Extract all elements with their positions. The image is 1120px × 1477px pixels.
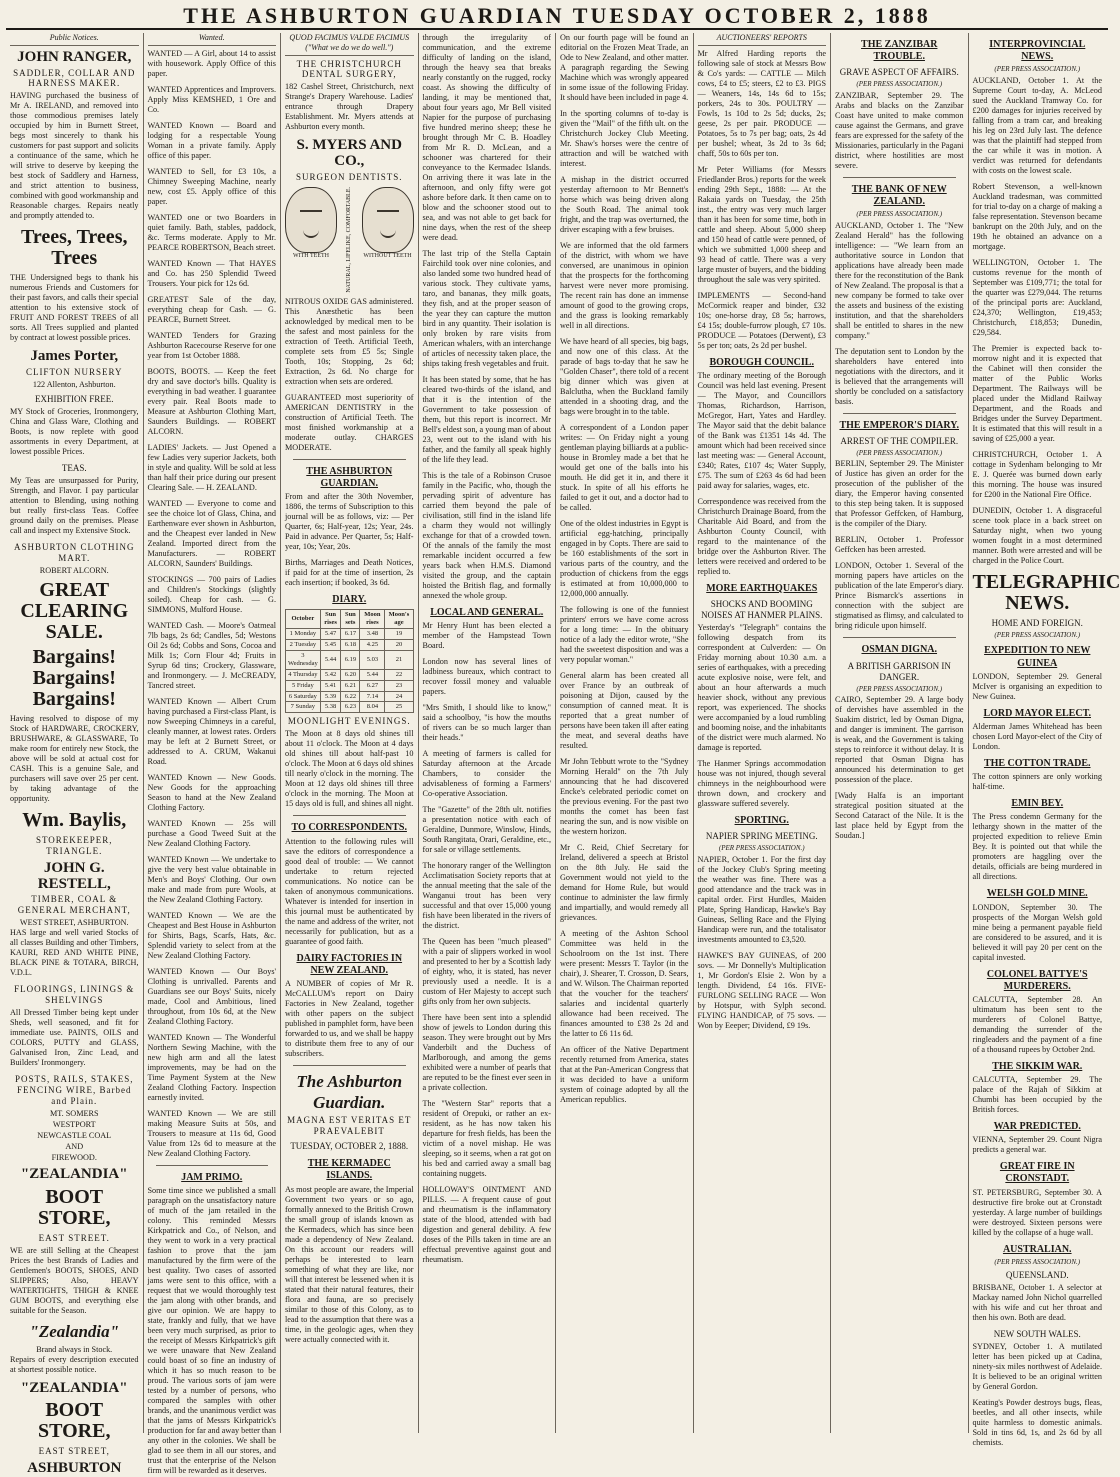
section-heading: DAIRY FACTORIES IN NEW ZEALAND. [296, 952, 403, 976]
item-list [10, 1109, 139, 1163]
column-8 [969, 33, 1120, 1448]
article-paragraph: The "Gazette" of the 28th ult. notifies a presentation notice with each of Geraldine, Dunmore, Winslow, Hinds, South Rangitata, Orari, Geraldine, etc., for sale or village settlements. [422, 805, 551, 855]
face-without-teeth [362, 187, 414, 293]
table-cell: 6.21 [341, 680, 360, 691]
table-header: Moon's age [385, 610, 413, 629]
face-icon [285, 187, 337, 253]
dateline: (PER PRESS ASSOCIATION.) [856, 80, 943, 89]
table-header: Sun rises [320, 610, 341, 629]
table-row [286, 680, 414, 691]
list-item: FIREWOOD. [51, 1153, 97, 1163]
diary-table [285, 609, 414, 713]
list-item: WESTPORT [52, 1120, 96, 1130]
section-heading: COLONEL BATTYE'S MURDERERS. [986, 968, 1088, 992]
article-paragraph: Attention to the following rules will save the editors of correspondence a good deal of trouble: — We cannot undertake to return rejected communications. No notice can be taken of anonymous communications. Whatever is intended for insertion in this journal must be authenticated by the name and address of the writer, not necessarily for publication, but as a guarantee of good faith. [285, 836, 414, 946]
table-cell: 6 Saturday [286, 691, 321, 702]
table-cell: 23 [385, 680, 413, 691]
table-row [286, 639, 414, 650]
dateline: (PER PRESS ASSOCIATION.) [856, 210, 943, 219]
article-paragraph: The honorary ranger of the Wellington Acclimatisation Society reports that at the annual meeting that the sale of the Wanganui trout has been very successful and that over 15,000 young fish have been liberated in the rivers of the district. [422, 861, 551, 931]
article-paragraph: Having resolved to dispose of my Stock of HARDWARE, CROCKERY, BRUSHWARE, & GLASSWARE, To make room for entirely new Stock, the above will be sold at actual cost for CASH. This is a genuine Sale, and purchasers will save over 25 per cent. by taking advantage of the opportunity. [10, 714, 139, 804]
article-paragraph: The Queen has been "much pleased" with a pair of slippers worked in wool and presented to her by a Scottish lady of eighty, who, it is stated, has never previously used a needle. It is a custom of Her Majesty to accept such gifts only from her own subjects. [422, 937, 551, 1007]
table-cell: 22 [385, 669, 413, 680]
section-heading: WAR PREDICTED. [993, 1121, 1081, 1133]
column-2 [144, 33, 282, 1475]
table-header: October [286, 610, 321, 629]
caps-line: POSTS, RAILS, STAKES, FENCING WIRE, Barbed and Plain. [14, 1074, 134, 1107]
subheading: QUEENSLAND. [1005, 1270, 1069, 1281]
table-row [286, 669, 414, 680]
dental-illustration [285, 187, 414, 293]
article-paragraph: My Teas are unsurpassed for Purity, Strength, and Flavor. I pay particular attention to Blending, using nothing but really first-class Teas. Coffee ground daily on the premises. Please call and inspect my Extensive Stock. [10, 476, 139, 536]
section-heading: BOROUGH COUNCIL. [709, 356, 814, 368]
table-cell: 6.20 [341, 669, 360, 680]
column-7 [831, 33, 969, 1433]
article-paragraph: An officer of the Native Department recently returned from America, states that at the Pan-American Congress that it was decided to have a uniform system of coinage adopted by all the American republics. [560, 1045, 689, 1104]
article-paragraph: CALCUTTA, September 28. An ultimatum has been sent to the murderers of Colonel Battye, demanding the surrender of the ringleaders and the payment of a fine of a thousand rupees by October 2nd. [972, 994, 1102, 1054]
article-paragraph: Mr Henry Hunt has been elected a member of the Hampstead Town Board. [422, 621, 551, 651]
table-cell: 24 [385, 691, 413, 702]
subheading: HOME AND FOREIGN. [991, 617, 1083, 628]
article-paragraph: WANTED Known — We undertake to give the very best value obtainable in Men's and Boys' Clothing. Our own make and made from pure Wools, at the New Zealand Clothing Factory. [147, 854, 276, 904]
table-cell: 6.23 [341, 702, 360, 713]
section-heading: JAM PRIMO. [181, 1171, 243, 1183]
article-paragraph: HAVING purchased the business of Mr A. IRELAND, and removed into those commodious premises lately occupied by him in Burnett Street, begs most sincerely to thank his customers for past support and solicits a continuance of the same, which he will strive to deserve by keeping the best stock of Saddlery and Harness, and strict attention to business, combined with good workmanship and Reasonable charges. Repairs neatly and promptly attended to. [10, 91, 139, 221]
table-cell: 25 [385, 702, 413, 713]
table-cell: 5.45 [320, 639, 341, 650]
divider [843, 413, 956, 414]
table-header: Sun sets [341, 610, 360, 629]
columns-container [6, 33, 1120, 1477]
face-icon [362, 187, 414, 253]
article-paragraph: ZANZIBAR, September 29. The Arabs and blacks on the Zanzibar Coast have united to make common cause against the Germans, and grave fears are expressed for the safety of the Missionaries, particularly in the Pagani district, where hostilities are most severe. [835, 90, 964, 170]
list-item: NEWCASTLE COAL [37, 1131, 112, 1141]
article-paragraph: CHRISTCHURCH, October 1. A cottage in Sydenham belonging to Mr E. J. Querée was burned down early this morning. The house was insured for £200 in the National Fire Office. [972, 449, 1102, 499]
table-cell: 5.03 [360, 650, 385, 669]
article-paragraph: THE Undersigned begs to thank his numerous Friends and Customers for their past favors, and calls their special attention to his extensive stock of FRUIT AND FOREST TREES of all sorts. All Trees supplied and planted by contract at lowest possible prices. [10, 273, 139, 343]
subheading: NEW SOUTH WALES. [993, 1329, 1081, 1340]
table-cell: 2 Tuesday [286, 639, 321, 650]
section-heading: THE BANK OF NEW ZEALAND. [851, 183, 947, 208]
divider [843, 637, 956, 638]
table-header: Moon rises [360, 610, 385, 629]
advert-heading: James Porter, [30, 348, 119, 365]
caps-line: ASHBURTON CLOTHING MART. [13, 542, 135, 564]
article-paragraph: The ordinary meeting of the Borough Council was held last evening. Present — The Mayor, and Councillors Thomas, Richardson, Harrison, McGregor, Hart, Yates and Hardley. The Mayor said that the debit balance of the Bank was £1351 14s 4d. The amount which had been received since last meeting was: — General Account, £340; Rates, £107 4s; Water Supply, £75. The sum of £263 4s 6d had been paid away for salaries, wages, etc. [697, 370, 826, 490]
article-paragraph: As most people are aware, the Imperial Government two years or so ago, formally annexed to the British Crown the small group of islands known as the Kermadecs, which has since been made a dependency of New Zealand. On this account our readers will perhaps be interested to learn something of what they are like, nor will that interest be lessened when it is stated that their natural features, their flora and fauna, are so precisely similar to those of this Colony, as to lead to the assumption that there was a time, in the geologic ages, when they were actually connected with it. [285, 1184, 414, 1344]
subheading: GRAVE ASPECT OF AFFAIRS. [839, 67, 959, 78]
article-paragraph: SYDNEY, October 1. A mutilated letter has been picked up at Cadina, ninety-six miles northwest of Adelaide. It is believed to be an original written by General Gordon. [972, 1342, 1102, 1392]
caps-line: CLIFTON NURSERY [25, 367, 123, 378]
article-paragraph: Some time since we published a small paragraph on the unsatisfactory nature of much of the jam retailed in the colony. This reminded Messrs Kirkpatrick and Co., of Nelson, and they went to work in a very practical fashion to prove that the jam manufactured by the firm were of the best quality. Two cases of assorted jams were sent to this office, with a request that we would thoroughly test the jam along with other brands, and give our opinion. We are happy to state, frankly and fully, that we have been very much surprised, as prior to the receipt of Messrs Kirkpatrick's gift we were unaware that New Zealand could boast of so fine an industry of which it has so much reason to be proud. The various sorts of jam were tested by a number of persons, who compared the samples with other brands, and the unanimous verdict was that the jams of Messrs Kirkpatrick's production for far and away better than any other in the colonies. We shall be glad to see them in all our stores, and trust that the enterprise of the Nelson firm will be rewarded as it deserves. [147, 1185, 276, 1475]
article-paragraph: WANTED — Everyone to come and see the choice lot of Glass, China, and Earthenware ever shown in Ashburton, and the Cheapest ever landed in New Zealand. Imported direct from the Manufacturers. — ROBERT ALCORN, Saunders' Buildings. [147, 498, 276, 568]
centered-line: WEST STREET, ASHBURTON. [19, 918, 129, 928]
article-paragraph: STOCKINGS — 700 pairs of Ladies and Children's Stockings (slightly soiled). Cheap for cash. — G. SIMMONS, Mulford House. [147, 574, 276, 614]
article-paragraph: The following is one of the funniest printers' errors we have come across for a long time: — In the obituary notice of a lady the editor wrote, "She had the sweetest disposition and was a very popular woman." [560, 605, 689, 664]
article-paragraph: GREATEST Sale of the day, everything cheap for Cash. — G. PEARCE, Burnett Street. [147, 294, 276, 324]
article-paragraph: Mr Alfred Harding reports the following sale of stock at Messrs Bow & Co's yards: — CATTLE — Milch cows, £4 to £5; steers, £2 to £3. PIGS — Weaners, 14s, 14s 6d to 15s; porkers, 24s to 30s. POULTRY — Fowls, 1s 10d to 2s 5d; ducks, 2s; geese, 2s per pair. PRODUCE — Potatoes, 5s to 7s per bag; oats, 2s 4d per bushel; wheat, 3s 2d to 3s 6d; chaff, 50s to 60s per ton. [697, 48, 826, 158]
article-paragraph: WANTED Known — The Wonderful Northern Sewing Machine, with the new high arm and all the latest improvements, may be had on the Time Payment System at the New Zealand Clothing Factory. Inspection earnestly invited. [147, 1032, 276, 1102]
advert-heading: JOHN G. RESTELL, [37, 859, 111, 892]
dateline: (PER PRESS ASSOCIATION.) [856, 448, 943, 457]
display-heading: TELEGRAPHIC NEWS. [972, 570, 1120, 614]
article-paragraph: The cotton spinners are only working half-time. [972, 772, 1102, 792]
article-paragraph: London now has several lines of ladbiness bureaux, which contract to recover fossil money and valuable papers. [422, 657, 551, 697]
caps-line: THE CHRISTCHURCH DENTAL SURGERY, [296, 58, 402, 80]
article-paragraph: Yesterday's "Telegraph" contains the following despatch from its correspondent at Culverden: — On Friday morning about 10.30 a.m. a series of earthquakes, with a preceding acute explosive noise, were felt, and about an hour afterwards a much heavier shock, without any previous report, was experienced. The shocks were accompanied by a loud rumbling and booming noise, and the inhabitants of the district were much alarmed. No damage is reported. [697, 623, 826, 753]
article-paragraph: WANTED — A Girl, about 14 to assist with housework. Apply Office of this paper. [147, 48, 276, 78]
column-5 [556, 33, 694, 1433]
display-heading: GREAT CLEARING SALE. [20, 579, 129, 644]
article-paragraph: WELLINGTON, October 1. The customs revenue for the month of September was £109,771; the total for the quarter was £279,044. The returns of the principal ports are: Auckland, £24,370; Wellington, £19,453; Christchurch, £18,853; Dunedin, £29,584. [972, 257, 1102, 337]
subheading: EXHIBITION FREE. [35, 394, 114, 405]
article-paragraph: IMPLEMENTS — Second-hand McCormick reaper and binder, £32 10s; one-horse dray, £8 5s; harrows, £4 15s; double-furrow plough, £7 10s. PRODUCE — Potatoes (Derwent), £3 5s per ton; oats, 2s 2d per bushel. [697, 290, 826, 350]
subheading: TEAS. [61, 463, 87, 474]
article-paragraph: The Premier is expected back to-morrow night and it is expected that the Cabinet will then consider the matter of the Public Works Department. The Railways will be placed under the Midland Railway Department, and the Roads and Bridges under the Survey Department. It is estimated that this will result in a saving of £25,000 a year. [972, 343, 1102, 443]
face-with-teeth [285, 187, 337, 293]
article-paragraph: WANTED one or two Boarders in quiet family. Bath, stables, paddock, &c. Terms moderate. Apply to Mr. PEARCE ROBERTSON, Beach street. [147, 212, 276, 252]
article-paragraph: HAS large and well varied Stocks of all classes Building and other Timbers, KAURI, RED AND WHITE PINE, BLACK PINE & TOTARA, BIRCH, V.D.L. [10, 928, 139, 978]
article-paragraph: WANTED Apprentices and Improvers. Apply Miss KEMSHED, 1 Ore and Co. [147, 84, 276, 114]
caps-line: MOONLIGHT EVENINGS. [287, 716, 411, 727]
column-6 [694, 33, 832, 1433]
divider [843, 177, 956, 178]
section-heading: LOCAL AND GENERAL. [430, 607, 544, 618]
section-heading: MORE EARTHQUAKES [706, 582, 818, 594]
table-cell: 5.44 [320, 650, 341, 669]
section-heading: THE KERMADEC ISLANDS. [307, 1158, 391, 1182]
article-paragraph: AUCKLAND, October 1. The "New Zealand Herald" has the following intelligence: — "We learn from an authoritative source in London that applications have already been made there for the reconstitution of the Bank of New Zealand. The proposal is that a new company be formed to take over the assets and business of the existing institution, and that the shareholders shall be entitled to shares in the new company." [835, 220, 964, 340]
section-heading: AUSTRALIAN. [1002, 1243, 1072, 1255]
table-row [286, 702, 414, 713]
article-paragraph: DUNEDIN, October 1. A disgraceful scene took place in a back street on Saturday night, when two young women fought in a most determined manner. Both were arrested and will be charged in the Police Court. [972, 505, 1102, 565]
section-heading: OSMAN DIGNA. [861, 644, 938, 656]
section-heading: SPORTING. [734, 815, 789, 827]
face-caption: WITH TEETH [292, 252, 330, 259]
article-paragraph: We are informed that the old farmers of the district, with whom we have conversed, are unanimous in opinion that the prospects for the forthcoming harvest were never more promising. The recent rain has done an immense amount of good to the growing crops, and the grass is looking remarkably well in all directions. [560, 241, 689, 330]
table-cell: 3 Wednesday [286, 650, 321, 669]
display-heading: BOOT STORE, [38, 1399, 111, 1443]
list-item: MT. SOMERS [49, 1109, 99, 1119]
caps-line: EAST STREET, [38, 1446, 110, 1457]
table-cell: 5.41 [320, 680, 341, 691]
column-1 [6, 33, 144, 1477]
article-paragraph: ST. PETERSBURG, September 30. A destructive fire broke out at Cronstadt yesterday. A large number of buildings were destroyed. Sixteen persons were killed by the collapse of a huge wall. [972, 1187, 1102, 1237]
advert-heading: JOHN RANGER, [17, 48, 132, 65]
article-paragraph: WANTED Known — We are still making Measure Suits at 50s, and Trousers to measure at 11s 6d, Good Value from 12s 6d to measure at the New Zealand Clothing Factory. [147, 1108, 276, 1158]
article-paragraph: WE are still Selling at the Cheapest Prices the best Brands of Ladies and Gentlemen's BOOTS, SHOES, AND SLIPPERS; Also, HEAVY WATERTIGHTS, THIGH & KNEE GUM BOOTS, and everything else suitable for the Season. [10, 1245, 139, 1315]
table-cell: 6.18 [341, 639, 360, 650]
section-heading: INTERPROVINCIAL NEWS. [989, 39, 1086, 63]
ornate-heading: The Ashburton Guardian. [296, 1071, 403, 1112]
table-cell: 6.19 [341, 650, 360, 669]
display-heading: Trees, Trees, Trees [21, 226, 128, 270]
article-paragraph: [Wady Halfa is an important strategical position situated at the Second Cataract of the Nile. It is the last place held by Egypt from the Soudan.] [835, 791, 964, 841]
article-paragraph: WANTED Known — Our Boys' Clothing is unrivalled. Parents and Guardians see our Boys' Suits, nicely made, Cool and Ambitious, lined throughout, from 10s 6d, at the New Zealand Clothing Factory. [147, 966, 276, 1026]
centered-line: ROBERT ALCORN. [39, 566, 109, 576]
subheading: SHOCKS AND BOOMING NOISES AT HANMER PLAINS. [701, 599, 823, 621]
section-heading: DIARY. [332, 593, 367, 605]
article-paragraph: BRISBANE, October 1. A selector at Mackay named John Nichol quarrelled with his wife and cut her throat and then his own. Both are dead. [972, 1283, 1102, 1323]
table-cell: 5.44 [360, 669, 385, 680]
section-heading: EXPEDITION TO NEW GUINEA [984, 645, 1091, 669]
centered-line: Brand always in Stock. [36, 1344, 113, 1354]
article-paragraph: A correspondent of a London paper writes: — On Friday night a young gentleman playing billiards at a public-house in Bromley made a bet that he would get one of the balls into his mouth. He did get it in, and there it stuck. In spite of all his efforts he failed to get it out, and a doctor had to be called. [560, 423, 689, 512]
article-paragraph: WANTED Known — 25s will purchase a Good Tweed Suit at the New Zealand Clothing Factory. [147, 818, 276, 848]
article-paragraph: BERLIN, September 29. The Minister of Justice has given an order for the prosecution of the publisher of the diary, the Emperor having consented to this step being taken. It is supposed that Professor Geffcken, of Hamburg, is the compiler of the Diary. [835, 459, 964, 529]
advert-heading: "ZEALANDIA" [20, 1379, 128, 1396]
article-paragraph: NAPIER, October 1. For the first day of the Jockey Club's Spring meeting the weather was fine. There was a good attendance and the track was in capital order. First Hurdles, Maiden Plate, Spring Handicap, Hawke's Bay Guineas, Selling Race and the Flying Handicap were run, and the totalisator investments amounted to £3,520. [697, 854, 826, 944]
display-heading: Bargains! Bargains! Bargains! [32, 646, 116, 711]
article-paragraph: The deputation sent to London by the shareholders have entered into negotiations with the directors, and it is believed that the arrangements will shortly be concluded on a satisfactory basis. [835, 346, 964, 406]
centered-line: 122 Allenton, Ashburton. [32, 380, 116, 390]
column-3 [281, 33, 419, 1433]
illustration-row [285, 187, 414, 293]
table-cell: 6.27 [360, 680, 385, 691]
article-paragraph: General alarm has been created all over France by an outbreak of poisoning at Dijon, caused by the consumption of canned meat. It is reported that a great number of persons have been taken ill after eating the meat, and several deaths have resulted. [560, 671, 689, 750]
article-paragraph: Robert Stevenson, a well-known Auckland tradesman, was committed for trial to-day on a charge of making a false representation. Stevenson became bankrupt on the 20th July, and on the 19th he obtained an advance on a mortgage. [972, 181, 1102, 251]
advert-heading: S. MYERS AND CO., [296, 137, 402, 170]
table-cell: 19 [385, 628, 413, 639]
caps-line: SURGEON DENTISTS. [295, 171, 403, 182]
article-paragraph: The "Western Star" reports that a resident of Orepuki, or rather an ex-resident, as he has now taken his departure for fresh fields, has been the victim of a novel mishap. He was sleeping, so it seems, when a rat got on his bed and carried away a small bag containing nuggets. [422, 1099, 551, 1179]
table-cell: 6.17 [341, 628, 360, 639]
article-paragraph: through the irregularity of communication, and the extreme difficulty of landing on the island, through the heavy sea that breaks nearly constantly on the rugged, rocky coast. As showing the difficulty of landing, it may be mentioned that, about four years ago, Mr Bell visited Napier for the purpose of purchasing five hundred merino sheep; these he brought through Mr C. B. Hoadley from Mr R. D. McLean, and a schooner was chartered for their conveyance to the Kermadec Islands. On arriving there it was late in the afternoon, and only fifty were got ashore before dark. It then came on to blow and the schooner stood out to sea, and was not able to get back for nine days, when the rest of the sheep were dead. [422, 33, 551, 242]
subheading: NAPIER SPRING MEETING. [705, 831, 818, 842]
article-paragraph: We have heard of all species, big bags, and now one of this class. At the parade of bags to-day that he saw he "Golden Chaser", there told of a recent big dinner which was given at Balclutha, when the Buckland family attended in a shooting drag, and the bags were brought in to the table. [560, 337, 689, 416]
article-paragraph: WANTED to Sell, for £3 10s, a Chimney Sweeping Machine, nearly new, cost £5. Apply office of this paper. [147, 166, 276, 206]
article-paragraph: LONDON, September 30. The prospects of the Morgan Welsh gold mine being a permanent payable field are considered to be assured, and it is believed it will pay 20 per cent on the capital invested. [972, 902, 1102, 962]
table-cell: 20 [385, 639, 413, 650]
article-paragraph: The Hanmer Springs accommodation house was not injured, though several chimneys in the neighbourhood were thrown down, and crockery and glassware suffered severely. [697, 759, 826, 809]
article-paragraph: Alderman James Whitehead has been chosen Lord Mayor-elect of the City of London. [972, 721, 1102, 751]
article-paragraph: HOLLOWAY'S OINTMENT AND PILLS. — A frequent cause of gout and rheumatism is the inflammatory state of the blood, attended with bad digestion and general debility. A few doses of the Pills taken in time are an effectual preventive against gout and rheumatism. [422, 1185, 551, 1265]
article-paragraph: NITROUS OXIDE GAS administered. This Anæsthetic has been acknowledged by medical men to be the safest and most painless for the extraction of Teeth. Artificial Teeth, complete sets from £5 5s; Single Tooth, 10s; Stopping, 2s 6d; Extraction, 2s 6d. No charge for extraction when sets are ordered. [285, 296, 414, 386]
article-paragraph: One of the oldest industries in Egypt is artificial egg-hatching, principally engaged in by Copts. There are said to be 160 establishments of the sort in various parts of the country, and the production of chickens from the eggs is estimated at from 10,000,000 to 12,000,000 annually. [560, 519, 689, 598]
article-paragraph: A NUMBER of copies of Mr R. McCALLUM's report on Dairy Factories in New Zealand, together with other papers on the subject published in pamphlet form, have been forwarded to us, and we shall be happy to distribute them free to any of our subscribers. [285, 978, 414, 1058]
subheading: A BRITISH GARRISON IN DANGER. [847, 660, 951, 682]
subheading: ARREST OF THE COMPILER. [840, 435, 959, 446]
table-cell: 6.22 [341, 691, 360, 702]
ornate-heading: "Zealandia" [29, 1321, 120, 1341]
article-paragraph: WANTED Tenders for Grazing Ashburton Racecourse Reserve for one year from 1st October 1888. [147, 330, 276, 360]
article-paragraph: VIENNA, September 29. Count Nigra predicts a general war. [972, 1135, 1102, 1155]
section-heading: EMIN BEY. [1011, 798, 1064, 810]
section-heading: THE EMPEROR'S DIARY. [839, 419, 960, 431]
section-heading: WELSH GOLD MINE. [986, 888, 1088, 900]
caps-line: STOREKEEPER, TRIANGLE. [35, 835, 113, 856]
section-heading: LORD MAYOR ELECT. [983, 707, 1091, 719]
table-cell: 7 Sunday [286, 702, 321, 713]
advert-heading: ASHBURTON [27, 1460, 122, 1477]
table-row [286, 650, 414, 669]
caps-line: EAST STREET. [38, 1233, 110, 1243]
article-paragraph: Mr C. Reid, Chief Secretary for Ireland, delivered a speech at Bristol on the 8th July. He said the Government would not yield to the demand for Home Rule, but would continue to administer the law firmly and impartially, and would remedy all grievances. [560, 843, 689, 922]
article-paragraph: WANTED Cash. — Moore's Oatmeal 7lb bags, 2s 6d; Candles, 5d; Westons Oil 2s 6d; Cobbs and Sons, Cocoa and Milk 1s; Corn Flour 4d; Fruits in Syrup 6d tins; Crockery, Glassware, and Ironmongery. — J. McCREADY, Tancred street. [147, 620, 276, 690]
article-paragraph: Mr John Tebbutt wrote to the "Sydney Morning Herald" on the 7th July announcing that he had discovered Encke's celebrated periodic comet on the previous evening. For the past two months the comet has been fast nearing the sun, and is now visible on the western horizon. [560, 757, 689, 836]
section-heading: THE ASHBURTON GUARDIAN. [306, 465, 393, 489]
article-paragraph: LONDON, September 29. General McIver is organising an expedition to New Guinea. [972, 671, 1102, 701]
section-heading: TO CORRESPONDENTS. [291, 822, 407, 834]
table-cell: 1 Monday [286, 628, 321, 639]
article-paragraph: "Mrs Smith, I should like to know," said a schoolboy, "is how the mouths of rivers can be so much larger than their heads." [422, 703, 551, 743]
article-paragraph: CAIRO, September 29. A large body of dervishes have assembled in the Suakim district, led by Osman Digna, and danger is imminent. The garrison is weak, and the Government is taking steps to reinforce it without delay. It is reported that Osman Digna has announced his determination to get possession of the place. [835, 695, 964, 785]
dateline: (PER PRESS ASSOCIATION.) [718, 844, 805, 853]
article-paragraph: HAWKE'S BAY GUINEAS, of 200 sovs. — Mr Donnelly's Multiplication 1, Mr Gordon's Elsie 2. Won by a length. Dividend, £4 16s. FIVE-FURLONG SELLING RACE — Won by Hotspur, with Sylph second. FLYING HANDICAP, of 75 sovs. — Won by Eeeper; Dividend, £9 19s. [697, 950, 826, 1030]
article-paragraph: WANTED Known — Albert Crum having purchased a First-class Plant, is now Sweeping Chimneys in a careful, cleanly manner, at lowest rates. Orders may be left at 2 Burnett Street, or addressed to A. CRUM, Wakanui Road. [147, 696, 276, 766]
article-paragraph: MY Stock of Groceries, Ironmongery, China and Glass Ware, Clothing and Boots, is now replete with good assortments in every Department, at lowest possible Prices. [10, 407, 139, 457]
section-heading: THE ZANZIBAR TROUBLE. [861, 39, 938, 63]
table-cell: 3.48 [360, 628, 385, 639]
advert-heading: "ZEALANDIA" [20, 1166, 128, 1183]
article-paragraph: A meeting of farmers is called for Saturday afternoon at the Arcade Chambers, to consider the advisableness of forming a Farmers' Co-operative Association. [422, 749, 551, 799]
dateline: (PER PRESS ASSOCIATION.) [994, 630, 1081, 639]
article-paragraph: This is the tale of a Robinson Crusoe family in the Pacific, who, though the pervading spirit of adventure has carried them beyond the pale of civilisation, still find in the island life a charm they would not willingly exchange for that of a crowded town. Of the annals of the family the most remarkable incident occurred a few years back when H.M.S. Diamond visited the group, and the captain hoisted the British flag, and formally annexed the whole group. [422, 471, 551, 600]
article-paragraph: WANTED Known — Board and lodging for a respectable Young Woman in a private family. Apply office of this paper. [147, 120, 276, 160]
article-paragraph: There have been sent into a splendid show of jewels to London during this season. They were brought out by Mrs Vanderbilt and the Duchess of Marlborough, and among the gems exhibited were a number of pearls that are reputed to be the finest ever seen in a private collection. [422, 1013, 551, 1093]
table-cell: 5.39 [320, 691, 341, 702]
table-cell: 5.47 [320, 628, 341, 639]
article-paragraph: It has been stated by some, that he has cleared two-thirds of the island, and that it is the intention of the Government to take possession of them, but this report is incorrect. Mr Bell's eldest son, a young man of about 23, went out to the island with his father, and the family all speak highly of the life they lead. [422, 375, 551, 464]
table-row [286, 628, 414, 639]
divider [293, 459, 406, 460]
article-paragraph: Repairs of every description executed at shortest possible notice. [10, 1354, 139, 1374]
article-paragraph: All Dressed Timber being kept under Sheds, well seasoned, and fit for immediate use. PAINTS, OILS and COLORS, PUTTY and GLASS, Galvanised Iron, Zinc Lead, and Builders' Ironmongery. [10, 1008, 139, 1068]
section-heading: THE COTTON TRADE. [983, 757, 1091, 769]
table-row [286, 691, 414, 702]
article-paragraph: BOOTS, BOOTS. — Keep the feet dry and save doctor's bills. Quality is everything in bad weather. I guarantee every pair. Real Boots made to Measure at Ashburton Clothing Mart, Saunders Buildings. — ROBERT ALCORN. [147, 366, 276, 436]
article-paragraph: LADIES' Jackets. — Just Opened a few Ladies very superior Jackets, both in style and quality. Will be sold at less than half their price during our present Clearing Sale. — H. ZEALAND. [147, 442, 276, 492]
caps-line: FLOORINGS, LININGS & SHELVINGS [14, 984, 135, 1006]
article-paragraph: From and after the 30th November, 1886, the terms of Subscription to this journal will be as follows, viz: — Per Quarter, 6s; Half-year, 12s; Year, 24s. Paid in advance. Per Quarter, 5s; Half-year, 10s; Year, 20s. [285, 491, 414, 551]
display-heading: BOOT STORE, [38, 1186, 111, 1229]
dateline: (PER PRESS ASSOCIATION.) [856, 684, 943, 693]
table-cell: 5.38 [320, 702, 341, 713]
column-heading: QUOD FACIMUS VALDE FACIMUS ("What we do we do well.") [285, 33, 414, 56]
article-paragraph: Births, Marriages and Death Notices, if paid for at the time of insertion, 2s each insertion; if booked, 3s 6d. [285, 557, 414, 587]
article-paragraph: A meeting of the Ashton School Committee was held in the Schoolroom on the 1st inst. There were present: Messrs T. Taylor (in the chair), J. Shearer, T. Crosson, D. Sears, and W. Wilson. The Chairman reported that the voucher for the teachers' salaries and incidental quarterly allowance had been received. The finances amounted to £38 2s 2d and the latter to £6 11s 6d. [560, 929, 689, 1038]
table-cell: 5 Friday [286, 680, 321, 691]
article-paragraph: WANTED Known — We are the Cheapest and Best House in Ashburton for Shirts, Bags, Scarfs, Hats, &c. Splendid variety to select from at the New Zealand Clothing Factory. [147, 910, 276, 960]
article-paragraph: In the sporting columns of to-day is given the "Mail" of the fifth ult. on the Christchurch Jockey Club Meeting. Mr. Shaw's horses were the centre of attraction and will be watched with interest. [560, 109, 689, 168]
masthead: THE ASHBURTON GUARDIAN TUESDAY OCTOBER 2, 1888 [6, 4, 1108, 30]
column-heading: AUCTIONEERS' REPORTS [698, 33, 827, 46]
column-4 [419, 33, 557, 1433]
article-paragraph: The Press condemn Germany for the lethargy shown in the matter of the projected expedition to relieve Emin Bey. It is pointed out that while the promoters are haggling over the details, officials are being murdered in all directions. [972, 812, 1102, 882]
section-heading: THE SIKKIM WAR. [992, 1060, 1083, 1072]
caps-line: TIMBER, COAL & GENERAL MERCHANT, [17, 894, 131, 916]
article-paragraph: Keating's Powder destroys bugs, fleas, beetles, and all other insects, while quite harmless to domestic animals. Sold in tins 6d, 1s, and 2s 6d by all chemists. [972, 1398, 1102, 1448]
dateline: (PER PRESS ASSOCIATION.) [994, 1257, 1081, 1266]
article-paragraph: AUCKLAND, October 1. At the Supreme Court to-day, A. McLeod sued the Auckland Tramway Co. for £200 damages for injuries received by falling from a tram car, and breaking his leg on 23rd July last. The defence was that the plaintiff had stepped from the car while it was in motion. A verdict was returned for defendants with costs on the lowest scale. [972, 75, 1102, 175]
article-paragraph: On our fourth page will be found an editorial on the Frozen Meat Trade, an Ode to New Zealand, and other matter. A paragraph regarding the Sewing Machine which was wrongly appeared in some issue of the following Friday. It should have been included in page 4. [560, 33, 689, 102]
article-paragraph: The last trip of the Stella Captain Fairchild took over nine colonies, and also landed some two hundred head of various stock. They cultivate yams, taro, and bananas, they milk goats, they fish, and at the proper season of the year they can capture the mutton bird in any quantity. Their isolation is only broken by rare visits from American whalers, with an interchange of articles of necessity taken place, the ships taking fresh vegetables and fruit. [422, 249, 551, 368]
column-heading: Public Notices. [10, 33, 139, 46]
article-paragraph: CALCUTTA, September 29. The palace of the Rajah of Sikkim at Chumbi has been occupied by the British forces. [972, 1075, 1102, 1115]
table-cell: 21 [385, 650, 413, 669]
divider [293, 815, 406, 816]
illustration-caption: NATURAL, LIFELIKE, COMFORTABLE. [345, 186, 352, 293]
divider [293, 1065, 406, 1066]
article-paragraph: LONDON, October 1. Several of the morning papers have articles on the publication of the late Emperor's diary. Prince Bismarck's assertions in connection with the subject are stigmatised as flimsy, and calculated to bring ridicule upon himself. [835, 561, 964, 631]
article-paragraph: GUARANTEED most superiority of AMERICAN DENTISTRY in the construction of Artificial Teeth. The most finished workmanship at a moderate outlay. CHARGES MODERATE. [285, 392, 414, 452]
article-paragraph: 182 Cashel Street, Christchurch, next Strange's Drapery Warehouse. Ladies' entrance through Drapery Establishment. Mr. Myers attends at Ashburton every month. [285, 82, 414, 132]
article-paragraph: The Moon at 8 days old shines till about 11 o'clock. The Moon at 4 days old shines till about half-past 10 o'clock. The Moon at 6 days old shines till nearly o'clock in the morning. The Moon at 12 days old shines till three o'clock in the morning. The Moon at 15 days old is full, and shines all night. [285, 729, 414, 809]
subheading: TUESDAY, OCTOBER 2, 1888. [290, 1141, 409, 1152]
dateline: (PER PRESS ASSOCIATION.) [994, 65, 1081, 74]
article-paragraph: WANTED Known — That HAYES and Co. has 250 Splendid Tweed Trousers. Your pick for 12s 6d. [147, 258, 276, 288]
section-heading: GREAT FIRE IN CRONSTADT. [999, 1161, 1075, 1185]
table-cell: 4 Thursday [286, 669, 321, 680]
table-cell: 5.42 [320, 669, 341, 680]
column-heading: Wanted. [148, 33, 277, 46]
article-paragraph: WANTED Known — New Goods. New Goods for the approaching Season to hand at the New Zealand Clothing Factory. [147, 772, 276, 812]
table-cell: 8.04 [360, 702, 385, 713]
table-cell: 4.25 [360, 639, 385, 650]
article-paragraph: Correspondence was received from the Christchurch Drainage Board, from the Charitable Aid Board, and from the Ashburton County Council, with regard to the maintenance of the bridge over the Ashburton River. The letters were received and ordered to be replied to. [697, 496, 826, 576]
caps-line: MAGNA EST VERITAS ET PRAEVALEBIT [287, 1115, 412, 1137]
article-paragraph: BERLIN, October 1. Professor Geffcken has been arrested. [835, 535, 964, 555]
article-paragraph: Mr Peter Williams (for Messrs Friedlander Bros.) reports for the week ending 29th Sept., 1888: — At the Rakaia yards on Tuesday, the 25th inst., the entry was very much larger than it has been for some time, both in cattle and sheep. About 5,000 sheep and 150 head of cattle were penned, of which we submitted 1,000 sheep and 93 head of cattle. There was a very large muster of buyers, and the bidding throughout the sale was very spirited. [697, 164, 826, 284]
article-paragraph: A mishap in the district occurred yesterday afternoon to Mr Bennett's horse which was being driven along the South Road. The animal took fright, and the trap was overturned, the driver escaping with a few bruises. [560, 175, 689, 234]
caps-line: SADDLER, COLLAR AND HARNESS MAKER. [13, 67, 136, 89]
face-caption: WITHOUT TEETH [363, 252, 412, 259]
divider [156, 1165, 269, 1166]
display-heading: Wm. Baylis, [22, 809, 127, 832]
list-item: AND [65, 1142, 84, 1152]
table-cell: 7.14 [360, 691, 385, 702]
